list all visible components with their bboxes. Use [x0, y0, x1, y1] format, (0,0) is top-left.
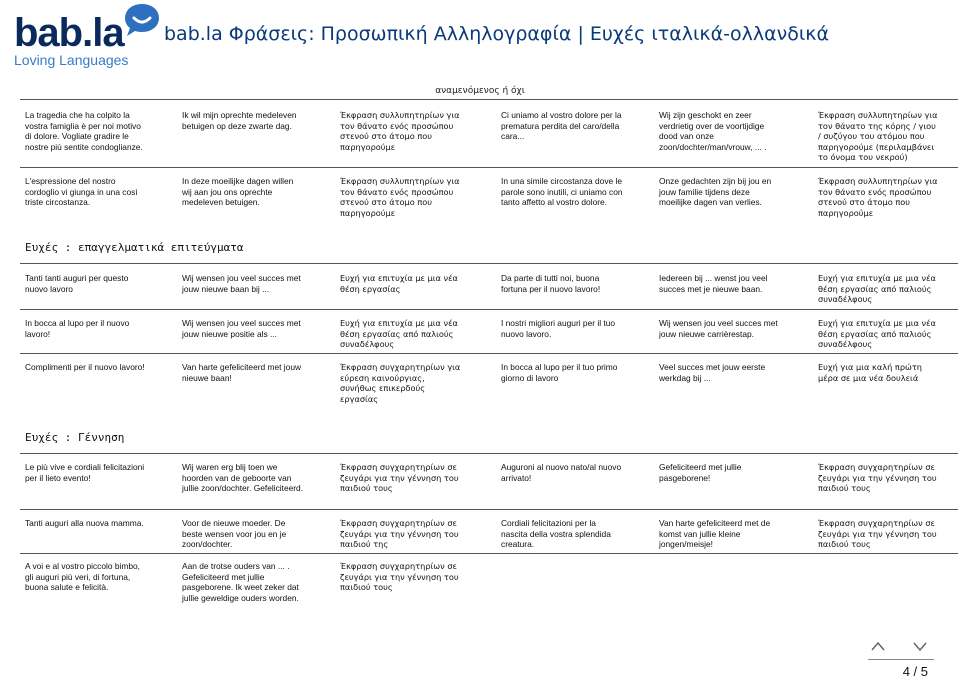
logo-tagline: Loving Languages — [14, 52, 129, 68]
italian-phrase: Le più vive e cordiali felicitazioni per il lieto evento! — [25, 462, 145, 483]
phrase-explanation: Έκφραση συγχαρητηρίων σε ζευγάρι για την γέννηση του παιδιού της — [340, 518, 459, 550]
dutch-phrase: Wij waren erg blij toen we hoorden van de geboorte van jullie zoon/dochter. Gefeliciteerd. — [182, 462, 304, 494]
dutch-phrase: In deze moeilijke dagen willen wij aan jou ons oprechte medeleven betuigen. — [182, 176, 294, 208]
dutch-phrase: Ik wil mijn oprechte medeleven betuigen op deze zwarte dag. — [182, 110, 297, 131]
phrase-explanation: Ευχή για επιτυχία με μια νέα θέση εργασίας από παλιούς συναδέλφους — [340, 318, 458, 350]
arrow-up-icon[interactable] — [870, 640, 886, 652]
phrase-explanation: Ευχή για επιτυχία με μια νέα θέση εργασίας από παλιούς συναδέλφους — [818, 318, 936, 350]
dutch-phrase: Wij wensen jou veel succes met jouw nieuwe positie als ... — [182, 318, 301, 339]
row-divider — [20, 309, 958, 310]
dutch-phrase: Aan de trotse ouders van ... . Gefeliciteerd met jullie pasgeborene. Ik weet zeker dat jullie geweldige ouders worden. — [182, 561, 299, 603]
italian-phrase: Cordiali felicitazioni per la nascita della vostra splendida creatura. — [501, 518, 611, 550]
phrase-explanation: Ευχή για επιτυχία με μια νέα θέση εργασίας — [340, 273, 458, 294]
phrase-explanation: Έκφραση συγχαρητηρίων για εύρεση καινούργιας, συνήθως επικερδούς εργασίας — [340, 362, 461, 404]
phrase-explanation: Έκφραση συγχαρητηρίων σε ζευγάρι για την γέννηση του παιδιού τους — [340, 462, 459, 494]
phrase-explanation: Ευχή για επιτυχία με μια νέα θέση εργασίας από παλιούς συναδέλφους — [818, 273, 936, 305]
italian-phrase: In una simile circostanza dove le parole sono inutili, ci uniamo con tanto affetto al vostro dolore. — [501, 176, 623, 208]
row-divider — [20, 99, 958, 100]
dutch-phrase: Wij wensen jou veel succes met jouw nieuwe baan bij ... — [182, 273, 301, 294]
dutch-phrase: Veel succes met jouw eerste werkdag bij ... — [659, 362, 766, 383]
dutch-phrase: Wij wensen jou veel succes met jouw nieuwe carrièrestap. — [659, 318, 778, 339]
page-title: bab.la Φράσεις: Προσωπική Αλληλογραφία | Ευχές ιταλικά-ολλανδικά — [164, 23, 830, 45]
italian-phrase: In bocca al lupo per il nuovo lavoro! — [25, 318, 130, 339]
phrase-explanation: Έκφραση συλλυπητηρίων για τον θάνατο της κόρης / γιου / συζύγου του ατόμου που παρηγορούμε (περιλαμβάνει το όνομα του νεκρού) — [818, 110, 938, 163]
arrow-down-icon[interactable] — [912, 640, 928, 652]
pager-divider — [868, 659, 934, 660]
phrase-explanation: Έκφραση συλλυπητηρίων για τον θάνατο ενός προσώπου στενού στο άτομο που παρηγορούμε — [340, 110, 460, 152]
italian-phrase: Ci uniamo al vostro dolore per la prematura perdita del caro/della cara... — [501, 110, 622, 142]
italian-phrase: Complimenti per il nuovo lavoro! — [25, 362, 145, 372]
italian-phrase: Tanti auguri alla nuova mamma. — [25, 518, 144, 528]
phrase-explanation: Έκφραση συλλυπητηρίων για τον θάνατο ενός προσώπου στενού στο άτομο που παρηγορούμε — [818, 176, 938, 218]
row-divider — [20, 553, 958, 554]
phrase-explanation: Έκφραση συγχαρητηρίων σε ζευγάρι για την γέννηση του παιδιού τους — [340, 561, 459, 593]
dutch-phrase: Wij zijn geschokt en zeer verdrietig over de voortijdige dood van onze zoon/dochter/man/vrouw, ... . — [659, 110, 767, 152]
row-divider — [20, 509, 958, 510]
dutch-phrase: Iedereen bij ... wenst jou veel succes met je nieuwe baan. — [659, 273, 768, 294]
phrase-explanation: Έκφραση συλλυπητηρίων για τον θάνατο ενός προσώπου στενού στο άτομο που παρηγορούμε — [340, 176, 460, 218]
italian-phrase: A voi e al vostro piccolo bimbo, gli auguri più veri, di fortuna, buona salute e felicità. — [25, 561, 140, 593]
phrase-explanation: Έκφραση συγχαρητηρίων σε ζευγάρι για την γέννηση του παιδιού τους — [818, 518, 937, 550]
italian-phrase: I nostri migliori auguri per il tuo nuovo lavoro. — [501, 318, 616, 339]
dutch-phrase: Onze gedachten zijn bij jou en jouw familie tijdens deze moeilijke dagen van verlies. — [659, 176, 772, 208]
page-indicator: 4 / 5 — [902, 664, 928, 679]
row-divider — [20, 167, 958, 168]
italian-phrase: Tanti tanti auguri per questo nuovo lavoro — [25, 273, 129, 294]
phrase-explanation: Ευχή για μια καλή πρώτη μέρα σε μια νέα δουλειά — [818, 362, 922, 383]
italian-phrase: L'espressione del nostro cordoglio vi giunga in una così triste circostanza. — [25, 176, 138, 208]
phrase-explanation: Έκφραση συγχαρητηρίων σε ζευγάρι για την γέννηση του παιδιού τους — [818, 462, 937, 494]
logo-text: bab.la — [14, 11, 124, 55]
row-divider — [20, 453, 958, 454]
babla-logo[interactable] — [14, 4, 154, 70]
section-heading: Ευχές : Γέννηση — [25, 431, 125, 444]
row-divider — [20, 263, 958, 264]
section-subtitle: αναμενόμενος ή όχι — [435, 86, 525, 96]
row-divider — [20, 353, 958, 354]
dutch-phrase: Voor de nieuwe moeder. De beste wensen voor jou en je zoon/dochter. — [182, 518, 287, 550]
italian-phrase: Auguroni al nuovo nato/al nuovo arrivato! — [501, 462, 622, 483]
dutch-phrase: Van harte gefeliciteerd met de komst van jullie kleine jongen/meisje! — [659, 518, 771, 550]
dutch-phrase: Van harte gefeliciteerd met jouw nieuwe baan! — [182, 362, 302, 383]
section-heading: Ευχές : επαγγελματικά επιτεύγματα — [25, 241, 244, 254]
speech-bubble-icon — [122, 2, 162, 40]
italian-phrase: Da parte di tutti noi, buona fortuna per il nuovo lavoro! — [501, 273, 601, 294]
italian-phrase: In bocca al lupo per il tuo primo giorno di lavoro — [501, 362, 618, 383]
italian-phrase: La tragedia che ha colpito la vostra famiglia è per noi motivo di dolore. Vogliate gradire le nostre più sentite condoglianze. — [25, 110, 143, 152]
dutch-phrase: Gefeliciteerd met jullie pasgeborene! — [659, 462, 742, 483]
